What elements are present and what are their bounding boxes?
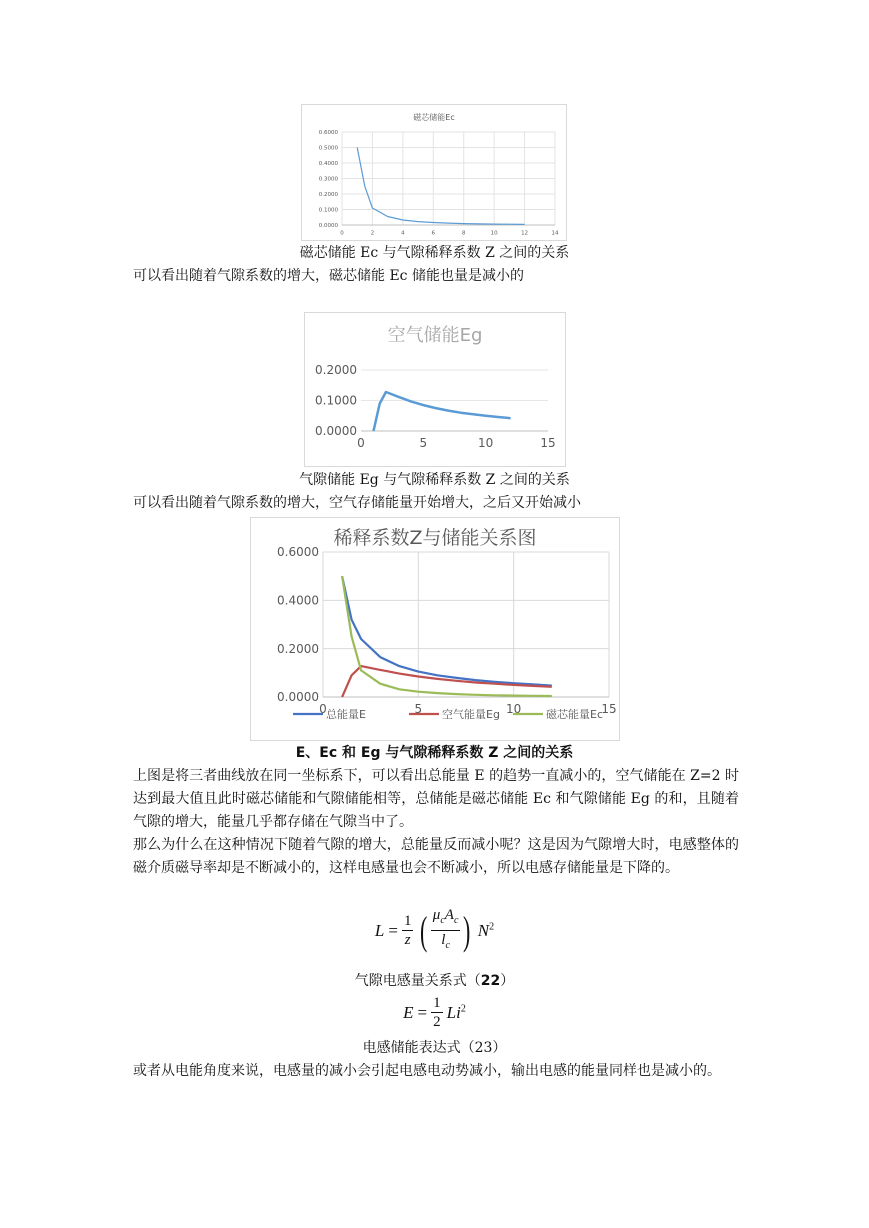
y-tick-label: 0.4000 [318, 160, 338, 167]
x-tick-label: 15 [601, 702, 617, 716]
paragraph-conclusion: 或者从电能角度来说，电感量的减小会引起电感电动势减小，输出电感的能量同样也是减小的。 [133, 1063, 721, 1079]
formula1-frac-num: 1 [403, 913, 412, 929]
chart-combined-energy [250, 517, 620, 741]
paragraph-core-energy: 可以看出随着气隙系数的增大，磁芯储能 Ec 储能也量是减小的 [133, 268, 524, 284]
legend-label: 磁芯能量Ec [546, 708, 603, 721]
chart-title: 稀释系数Z与储能关系图 [333, 527, 537, 549]
paragraph-air-energy: 可以看出随着气隙系数的增大，空气存储能量开始增大，之后又开始减小 [133, 495, 581, 511]
series-line-0 [374, 392, 511, 431]
caption-formula-23: 电感储能表达式（23） [362, 1040, 507, 1056]
x-tick-label: 2 [370, 230, 375, 237]
y-tick-label: 0.6000 [318, 129, 338, 136]
y-tick-label: 0.2000 [277, 641, 319, 656]
y-tick-label: 0.0000 [318, 222, 338, 229]
chart-core-energy-svg [302, 105, 566, 240]
formula2-tail: Li$^2$ [446, 1002, 466, 1022]
formula2-frac-den: 2 [433, 1014, 441, 1030]
x-tick-label: 10 [490, 230, 498, 237]
series-line-1 [342, 666, 552, 697]
y-tick-label: 0.6000 [277, 545, 319, 560]
y-tick-label: 0.4000 [277, 593, 319, 608]
series-line-0 [357, 148, 524, 225]
question-part-emphasis: 在这种情况下 [203, 837, 289, 853]
x-tick-label: 6 [431, 230, 436, 237]
y-tick-label: 0.2000 [315, 363, 357, 378]
legend-label: 总能量E [326, 708, 366, 721]
question-part-a: 那么为什么 [133, 837, 204, 853]
x-tick-label: 14 [551, 230, 559, 237]
y-tick-label: 0.0000 [315, 424, 357, 439]
formula2-frac-num: 1 [433, 995, 441, 1011]
x-tick-label: 15 [540, 436, 556, 450]
x-tick-label: 5 [414, 702, 423, 716]
x-tick-label: 0 [319, 702, 327, 716]
paragraph-analysis: 上图是将三者曲线放在同一坐标系下，可以看出总能量 E 的趋势一直减小的，空气储能在 Z=2 时达到最大值且此时磁芯储能和气隙储能相等，总储能是磁芯储能 Ec 和气隙储能 Eg 的和，且随着气隙的增大，能量几乎都存储在气隙当中了。 [133, 768, 739, 830]
caption-formula-22: 气隙电感量关系式（22） [354, 973, 515, 989]
formula-energy: E = $\frac{1}{2}$ Li$^2$ [403, 995, 466, 1030]
caption-combined-energy: E、Ec 和 Eg 与气隙稀释系数 Z 之间的关系 [295, 745, 574, 761]
formula1-tail: $N^2$ [477, 920, 495, 940]
x-tick-label: 12 [521, 230, 529, 237]
chart-title: 磁芯储能Ec [413, 113, 455, 122]
y-tick-label: 0.0000 [277, 690, 319, 705]
x-tick-label: 5 [419, 436, 428, 450]
y-tick-label: 0.2000 [318, 191, 338, 198]
formula-inductance: L = $\frac{1}{z}$ ( $\mu_cA_c$ $l_c$ ) $N^2$ [0, 906, 869, 964]
x-tick-label: 8 [461, 230, 466, 237]
y-tick-label: 0.3000 [318, 176, 338, 183]
x-tick-label: 10 [478, 436, 494, 450]
formula1-inner-num: $\mu_cA_c$ [431, 906, 461, 931]
question-part-c: 随着气隙的增大，总能量反而减小呢？这是因为气隙增大时，电感整体的磁介质磁导率却是不断减小的，这样电感量也会不断减小，所以电感存储能量是下降的。 [133, 837, 740, 876]
chart-core-energy [301, 104, 567, 241]
chart-title: 空气储能Eg [387, 325, 483, 346]
paragraph-question [133, 834, 739, 880]
series-line-2 [342, 576, 552, 696]
y-tick-label: 0.1000 [318, 207, 338, 214]
x-tick-label: 0 [340, 230, 344, 237]
formula1-inner-den: $l_c$ [441, 932, 450, 951]
formula2-lhs: E [403, 1002, 414, 1022]
formula1-lhs: L [374, 920, 385, 940]
chart-air-energy [304, 312, 566, 467]
x-tick-label: 4 [401, 230, 405, 237]
caption-core-energy: 磁芯储能 Ec 与气隙稀释系数 Z 之间的关系 [299, 245, 570, 261]
y-tick-label: 0.1000 [315, 393, 357, 408]
x-tick-label: 0 [357, 436, 365, 450]
legend-label: 空气能量Eg [442, 708, 500, 721]
x-tick-label: 10 [506, 702, 522, 716]
formula1-frac-den: z [404, 932, 411, 948]
chart-air-energy-svg [305, 313, 565, 466]
chart-combined-energy-svg [251, 518, 619, 740]
y-tick-label: 0.5000 [318, 145, 338, 152]
caption-air-energy: 气隙储能 Eg 与气隙稀释系数 Z 之间的关系 [299, 472, 570, 488]
